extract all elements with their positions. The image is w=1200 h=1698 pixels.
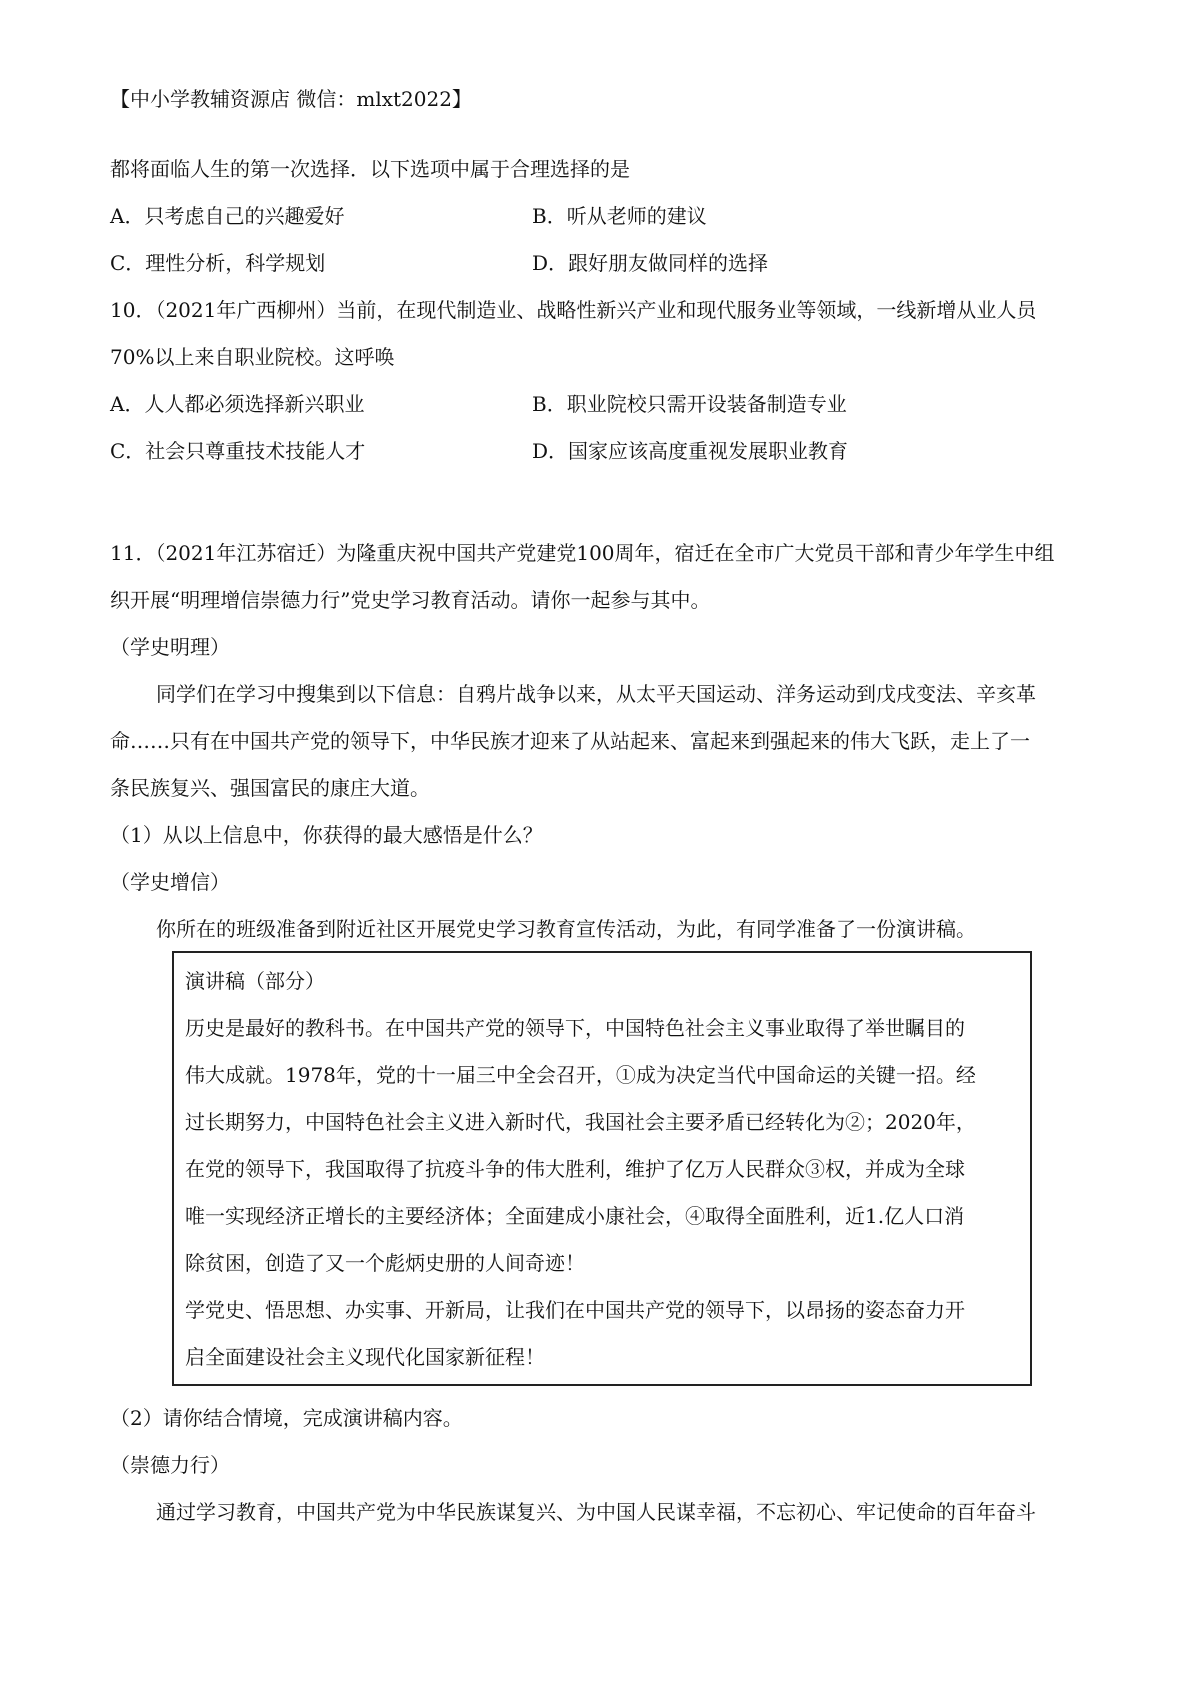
speech-line: 历史是最好的教科书。在中国共产党的领导下，中国特色社会主义事业取得了举世瞩目的 [185, 1016, 965, 1040]
speech-line: 伟大成就。1978年，党的十一届三中全会召开，①成为决定当代中国命运的关键一招。经 [185, 1063, 976, 1087]
q9-option-a: A．只考虑自己的兴趣爱好 [110, 204, 345, 228]
speech-line: 除贫困，创造了又一个彪炳史册的人间奇迹！ [185, 1251, 585, 1275]
speech-line: 学党史、悟思想、办实事、开新局，让我们在中国共产党的领导下，以昂扬的姿态奋力开 [185, 1298, 965, 1322]
q9-option-d: D．跟好朋友做同样的选择 [532, 251, 769, 275]
q10-option-c: C．社会只尊重技术技能人才 [110, 439, 366, 463]
q9-option-b: B．听从老师的建议 [532, 204, 707, 228]
q10-stem-line1: 10．（2021年广西柳州）当前，在现代制造业、战略性新兴产业和现代服务业等领域，一线新增从业人员 [110, 298, 1037, 322]
q11-stem-line1: 11．（2021年江苏宿迁）为隆重庆祝中国共产党建党100周年，宿迁在全市广大党员干部和青少年学生中组 [110, 541, 1055, 565]
q10-option-d: D．国家应该高度重视发展职业教育 [532, 439, 849, 463]
speech-line: 启全面建设社会主义现代化国家新征程！ [185, 1345, 545, 1369]
q11-subquestion-1: （1）从以上信息中，你获得的最大感悟是什么？ [110, 823, 543, 847]
q10-option-a: A．人人都必须选择新兴职业 [110, 392, 365, 416]
q11-section-xueshi-mingli: （学史明理） [110, 635, 230, 659]
q11-para2: 你所在的班级准备到附近社区开展党史学习教育宣传活动，为此，有同学准备了一份演讲稿。 [156, 917, 976, 941]
q11-section-xueshi-zengxin: （学史增信） [110, 870, 230, 894]
q9-stem: 都将面临人生的第一次选择．以下选项中属于合理选择的是 [110, 157, 630, 181]
q11-para1-line3: 条民族复兴、强国富民的康庄大道。 [110, 776, 430, 800]
q10-option-b: B．职业院校只需开设装备制造专业 [532, 392, 847, 416]
q11-stem-line2: 织开展“明理增信崇德力行”党史学习教育活动。请你一起参与其中。 [110, 588, 711, 612]
q11-section-chongde-lixing: （崇德力行） [110, 1453, 230, 1477]
speech-line: 过长期努力，中国特色社会主义进入新时代，我国社会主要矛盾已经转化为②；2020年， [185, 1110, 976, 1134]
q11-para1-line1: 同学们在学习中搜集到以下信息：自鸦片战争以来，从太平天国运动、洋务运动到戊戌变法、辛亥革 [156, 682, 1036, 706]
speech-title: 演讲稿（部分） [185, 969, 325, 993]
speech-line: 唯一实现经济正增长的主要经济体；全面建成小康社会，④取得全面胜利，近1.亿人口消 [185, 1204, 965, 1228]
q11-para3: 通过学习教育，中国共产党为中华民族谋复兴、为中国人民谋幸福，不忘初心、牢记使命的百年奋斗 [156, 1500, 1036, 1524]
q11-para1-line2: 命……只有在中国共产党的领导下，中华民族才迎来了从站起来、富起来到强起来的伟大飞跃，走上了一 [110, 729, 1030, 753]
q10-stem-line2: 70%以上来自职业院校。这呼唤 [110, 345, 395, 369]
q9-option-c: C．理性分析，科学规划 [110, 251, 326, 275]
q11-subquestion-2: （2）请你结合情境，完成演讲稿内容。 [110, 1406, 463, 1430]
header-note: 【中小学教辅资源店 微信：mlxt2022】 [110, 87, 472, 111]
speech-line: 在党的领导下，我国取得了抗疫斗争的伟大胜利，维护了亿万人民群众③权，并成为全球 [185, 1157, 965, 1181]
